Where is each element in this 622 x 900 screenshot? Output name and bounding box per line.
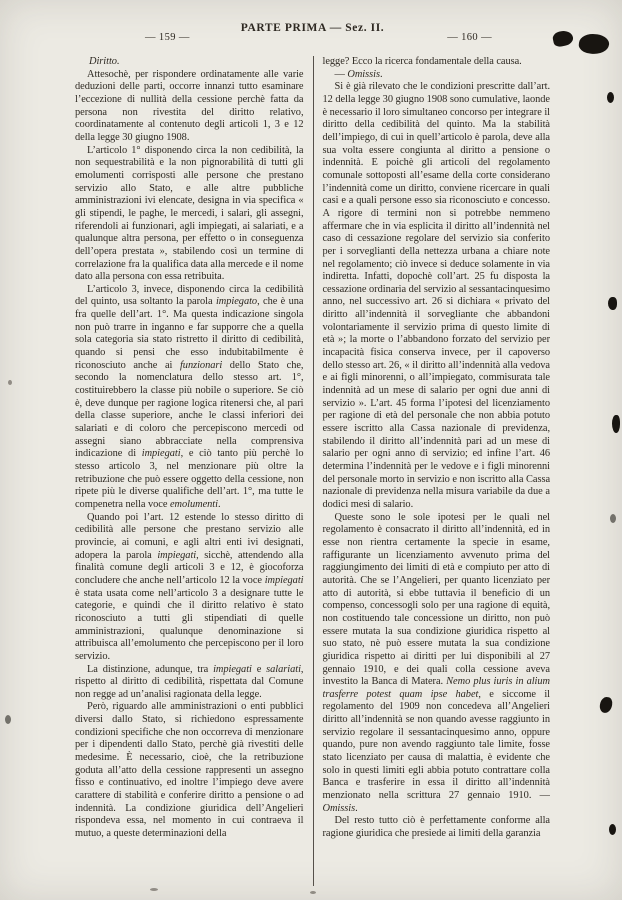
left-column xyxy=(75,56,313,886)
scan-artifact xyxy=(609,824,616,835)
paragraph: L’articolo 1° disponendo circa la non cedibilità, la non sequestrabilità e la non pignorabilità di tutti gli emolumenti corrisposti alle persone che prestano servizio allo Stato, e alle altre pubbliche amministrazioni ivi elencate, designa in via specifica « gli stipendi, le paghe, le mercedi, i salari, gli assegni, riferendoli ai funzionari, agli impiegati, ai salariati, e a qualunque altra persona, per effetto o in conseguenza dell’opera prestata », stabilendo così un termine di correlazione fra la qualifica data alla mercede e il nome dato alla persona con essa retribuita. xyxy=(75,144,304,283)
paragraph: L’articolo 3, invece, disponendo circa la cedibilità del quinto, usa soltanto la parola impiegato, che è una fra quelle dell’art. 1°. Ma questa indicazione singola non può trarre in inganno e far supporre che a quella sola categoria sia stato ristretto il diritto di cedibilità, quando si pensi che esso indubitabilmente è riconosciuto anche ai funzionari dello Stato che, secondo la nomenclatura dello stesso art. 1°, costituirebbero la classe più nobile o superiore. Se ciò è, deve dunque per ragione logica ritenersi che, al pari della classe superiore, anche le classi inferiori dei salariati e di coloro che percepiscono mercedi od assegni siano abbracciate nella comprensiva indicazione di impiegati, e ciò tanto più perchè lo stesso articolo 3, nel menzionare più oltre la retribuzione che può essere oggetto della cessione, non ripete più le diverse qualifiche dell’art. 1°, ma tutte le compenetra nella voce emolumenti. xyxy=(75,283,304,510)
section-heading: Diritto. xyxy=(89,56,120,67)
paragraph: Si è già rilevato che le condizioni prescritte dall’art. 12 della legge 30 giugno 1908 sono cumulative, laonde è necessario il loro simultaneo concorso per integrare il diritto della cedibilità del quinto. Ma la stabilità dell’impiego, di cui in quell’articolo è parola, deve alla sua volta essere congiunta al diritto a pensione o indennità. E poichè gli articoli del regolamento comunale sottoposti all’esame della corte considerano l’indennità come un diritto, conviene ricercare in quali casi e a quali persone esso sia riconosciuto e concesso. A rigore di termini non si potrebbe nemmeno affermare che in via esplicita il diritto all’indennità nel caso di cessazione regolare del servizio sia conferito per i sorveglianti della nettezza urbana a chiare note nel regolamento; ciò invece si deduce solamente in via indiretta. Infatti, dopochè coll’art. 25 fu disposta la cessazione ordinaria del servizio al sessantacinquesimo anno, nel successivo art. 26 si dichiara « privato del diritto all’indennità il sorvegliante che abbandoni volontariamente il servizio prima di questo limite di età »; la morte o l’abbandono forzato del servizio per incapacità fisica conserva invece, per il capoverso dello stesso art. 26, « il diritto all’indennità alla vedova e ai figli minorenni, o all’impiegato, commisurata tale indennità ad un mese di salario per ogni due anni di servizio ». L’art. 45 forma l’ipotesi del licenziamento per ragione di età del personale che non abbia potuto essere iscritto alla Cassa nazionale di previdenza, stabilendo il diritto all’indennità pari ad un mese di salario per ogni anno di servizio; ed infine l’art. 46 determina l’indennità per le vedove e i figli minorenni del personale morto in servizio e non iscritto alla Cassa nazionale di previdenza nella misura variabile da due a dodici mesi di salario. xyxy=(322,81,550,510)
scan-artifact xyxy=(8,380,12,385)
paragraph: La distinzione, adunque, tra impiegati e salariati, rispetto al diritto di cedibilità, rispettata dal Comune non regge ad un’analisi ragionata della legge. xyxy=(75,663,304,700)
page-title: PARTE PRIMA — Sez. II. xyxy=(240,22,385,34)
text-columns xyxy=(75,56,550,886)
left-column-text xyxy=(75,69,304,841)
paragraph: Queste sono le sole ipotesi per le quali nel regolamento è consacrato il diritto all’indennità, ed in esse non rientra certamente la specie in esame, raffigurante un licenziamento avvenuto prima del raggiungimento dei limiti di età e compiuto per atto di autorità. Che se l’Angelieri, per quanto licenziato per atto di autorità, si ebbe tuttavia il beneficio di un compenso, concessogli solo per una ragione di equità, non costituendo tale concessione un diritto, non può essere mutata la sua condizione giuridica rispetto al suo stato, nè può essere mutata la sua condizione giuridica rispetto ai diritti per lui disponibili al 27 gennaio 1910, e dei quali colla cessione aveva investito la Banca di Matera. Nemo plus iuris in alium trasferre potest quam ipse habet, e siccome il regolamento del 1909 non concedeva all’Angelieri diritto all’indennità se non quando avesse raggiunto in servizio regolare il sessantacinquesimo anno, oppure quando, pure non avendo raggiunto tale limite, fosse stato licenziato per causa di malattia, è evidente che solo in questi limiti egli abbia potuto contrattare colla Banca e trasferire in essa il diritto all’indennità menzionato nella scrittura 27 gennaio 1910. — Omissis. xyxy=(322,511,550,814)
right-column-text xyxy=(323,56,551,841)
scan-artifact xyxy=(599,696,614,714)
scan-artifact xyxy=(607,92,614,103)
paragraph: Attesochè, per rispondere ordinatamente alle varie deduzioni delle parti, occorre innanzi tutto esaminare l’eccezione di nullità della cessione perchè fatta da persona non rivestita del diritto relativo, coordinatamente al contenuto degli articoli 1, 3 e 12 della legge 30 giugno 1908. xyxy=(75,68,304,143)
paragraph: Del resto tutto ciò è perfettamente conforme alla ragione giuridica che presiede ai limiti della garanzia xyxy=(322,815,550,840)
left-page-number: — 159 — xyxy=(145,32,190,43)
scan-artifact xyxy=(310,891,316,894)
scan-artifact xyxy=(612,415,620,433)
scan-artifact xyxy=(608,297,617,310)
paragraph: legge? Ecco la ricerca fondamentale della causa. xyxy=(322,56,522,67)
scan-artifact xyxy=(552,29,575,48)
paragraph: — Omissis. xyxy=(334,68,383,80)
scan-artifact xyxy=(578,32,610,56)
paragraph: Però, riguardo alle amministrazioni o enti pubblici diversi dallo Stato, si richiedono espressamente condizioni specifiche che non occorreva di menzionare per i dipendenti dallo Stato, perchè già rivestiti delle medesime. È necessario, cioè, che la retribuzione goduta all’atto della cessione rappresenti un assegno fisso e continuativo, ed inoltre l’impiego deve avere carattere di stabilità e conferire diritto a pensione o ad indennità. La condizione giuridica dell’Angelieri rispondeva essa, nel momento in cui contraeva il mutuo, a queste determinazioni della xyxy=(75,701,304,840)
right-page-number: — 160 — xyxy=(447,32,492,43)
scan-artifact xyxy=(150,888,158,891)
right-column xyxy=(313,56,551,886)
page-header xyxy=(75,22,550,48)
scan-artifact xyxy=(5,715,11,724)
paragraph: Quando poi l’art. 12 estende lo stesso diritto di cedibilità alle persone che prestano servizio alle provincie, ai comuni, e agli altri enti ivi designati, adopera la parola impiegati, sicchè, attendendo alla finalità comune degli articoli 3 e 12, è giocoforza concludere che anche nell’articolo 12 la voce impiegati è stata usata come nell’articolo 3 a designare tutte le categorie, e quindi che il diritto relativo è stato riconosciuto a tutti gli stipendiati di quelle amministrazioni, qualunque denominazione si attribuisca all’emolumento che percepiscono per il loro servizio. xyxy=(75,511,304,662)
scan-artifact xyxy=(610,514,616,523)
